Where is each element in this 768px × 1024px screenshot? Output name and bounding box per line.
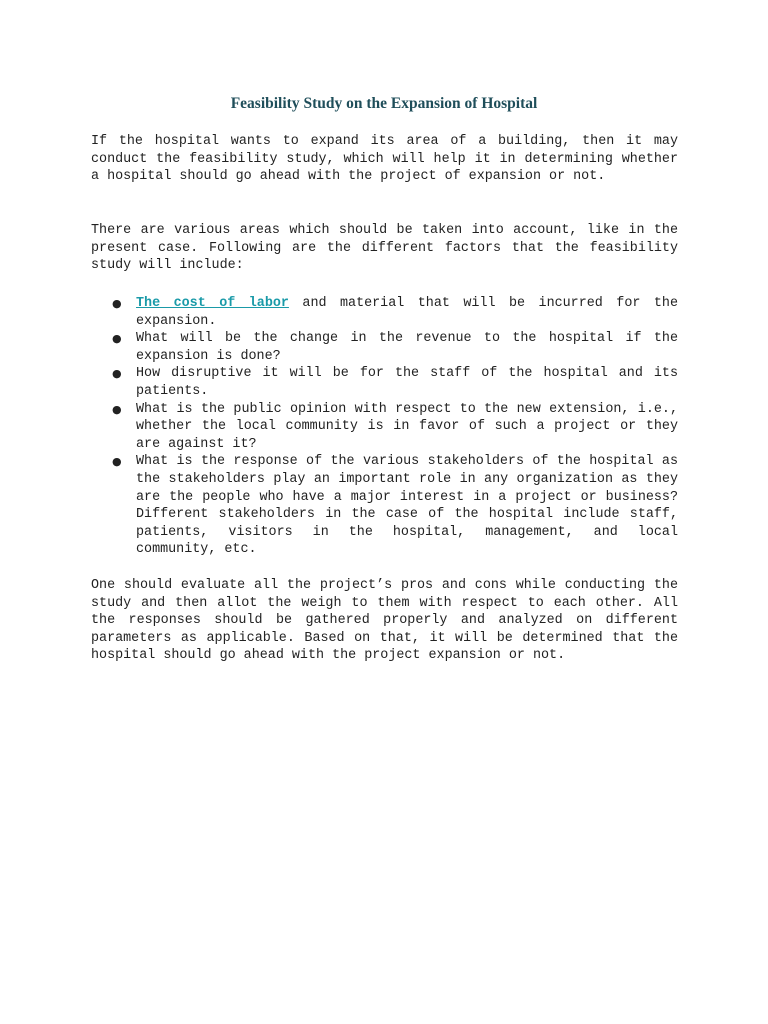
cost-of-labor-link[interactable]: The cost of labor <box>136 296 289 311</box>
list-item <box>91 330 678 365</box>
list-item <box>91 295 678 330</box>
factors-list <box>91 295 678 559</box>
conclusion-paragraph: One should evaluate all the project’s pros and cons while conducting the study and then allot the weigh to them with respect to each other. All the responses should be gathered properly and analyzed on different parameters as applicable. Based on that, it will be determined that the hospital should go ahead with the project expansion or not. <box>91 578 678 664</box>
list-item-text: What will be the change in the revenue to the hospital if the expansion is done? <box>136 331 678 364</box>
bullet-icon: ● <box>112 332 122 346</box>
list-item <box>91 453 678 559</box>
list-item-text: How disruptive it will be for the staff of the hospital and its patients. <box>136 366 678 399</box>
document-title: Feasibility Study on the Expansion of Hospital <box>230 95 538 112</box>
list-item <box>91 401 678 454</box>
bullet-icon: ● <box>112 297 122 310</box>
intro-paragraph: If the hospital wants to expand its area of a building, then it may conduct the feasibility study, which will help it in determining whether a hospital should go ahead with the project of expansion or not. <box>91 134 678 185</box>
list-item-text: and material that will be incurred for the expansion. <box>136 296 678 329</box>
bullet-icon: ● <box>112 367 122 381</box>
list-item <box>91 365 678 400</box>
list-item-text: What is the public opinion with respect to the new extension, i.e., whether the local community is in favor of such a project or they are against it? <box>136 401 678 452</box>
bullet-icon: ● <box>112 402 122 416</box>
factors-intro-paragraph: There are various areas which should be taken into account, like in the present case. Following are the different factors that the feasibility study will include: <box>91 223 678 274</box>
bullet-icon: ● <box>112 455 122 469</box>
list-item-text: What is the response of the various stakeholders of the hospital as the stakeholders play an important role in any organization as they are the people who have a major interest in a project or business? Different stakeholders in the case of the hospital include staff, patients, visitors in the hospital, management, and local community, etc. <box>136 454 678 558</box>
